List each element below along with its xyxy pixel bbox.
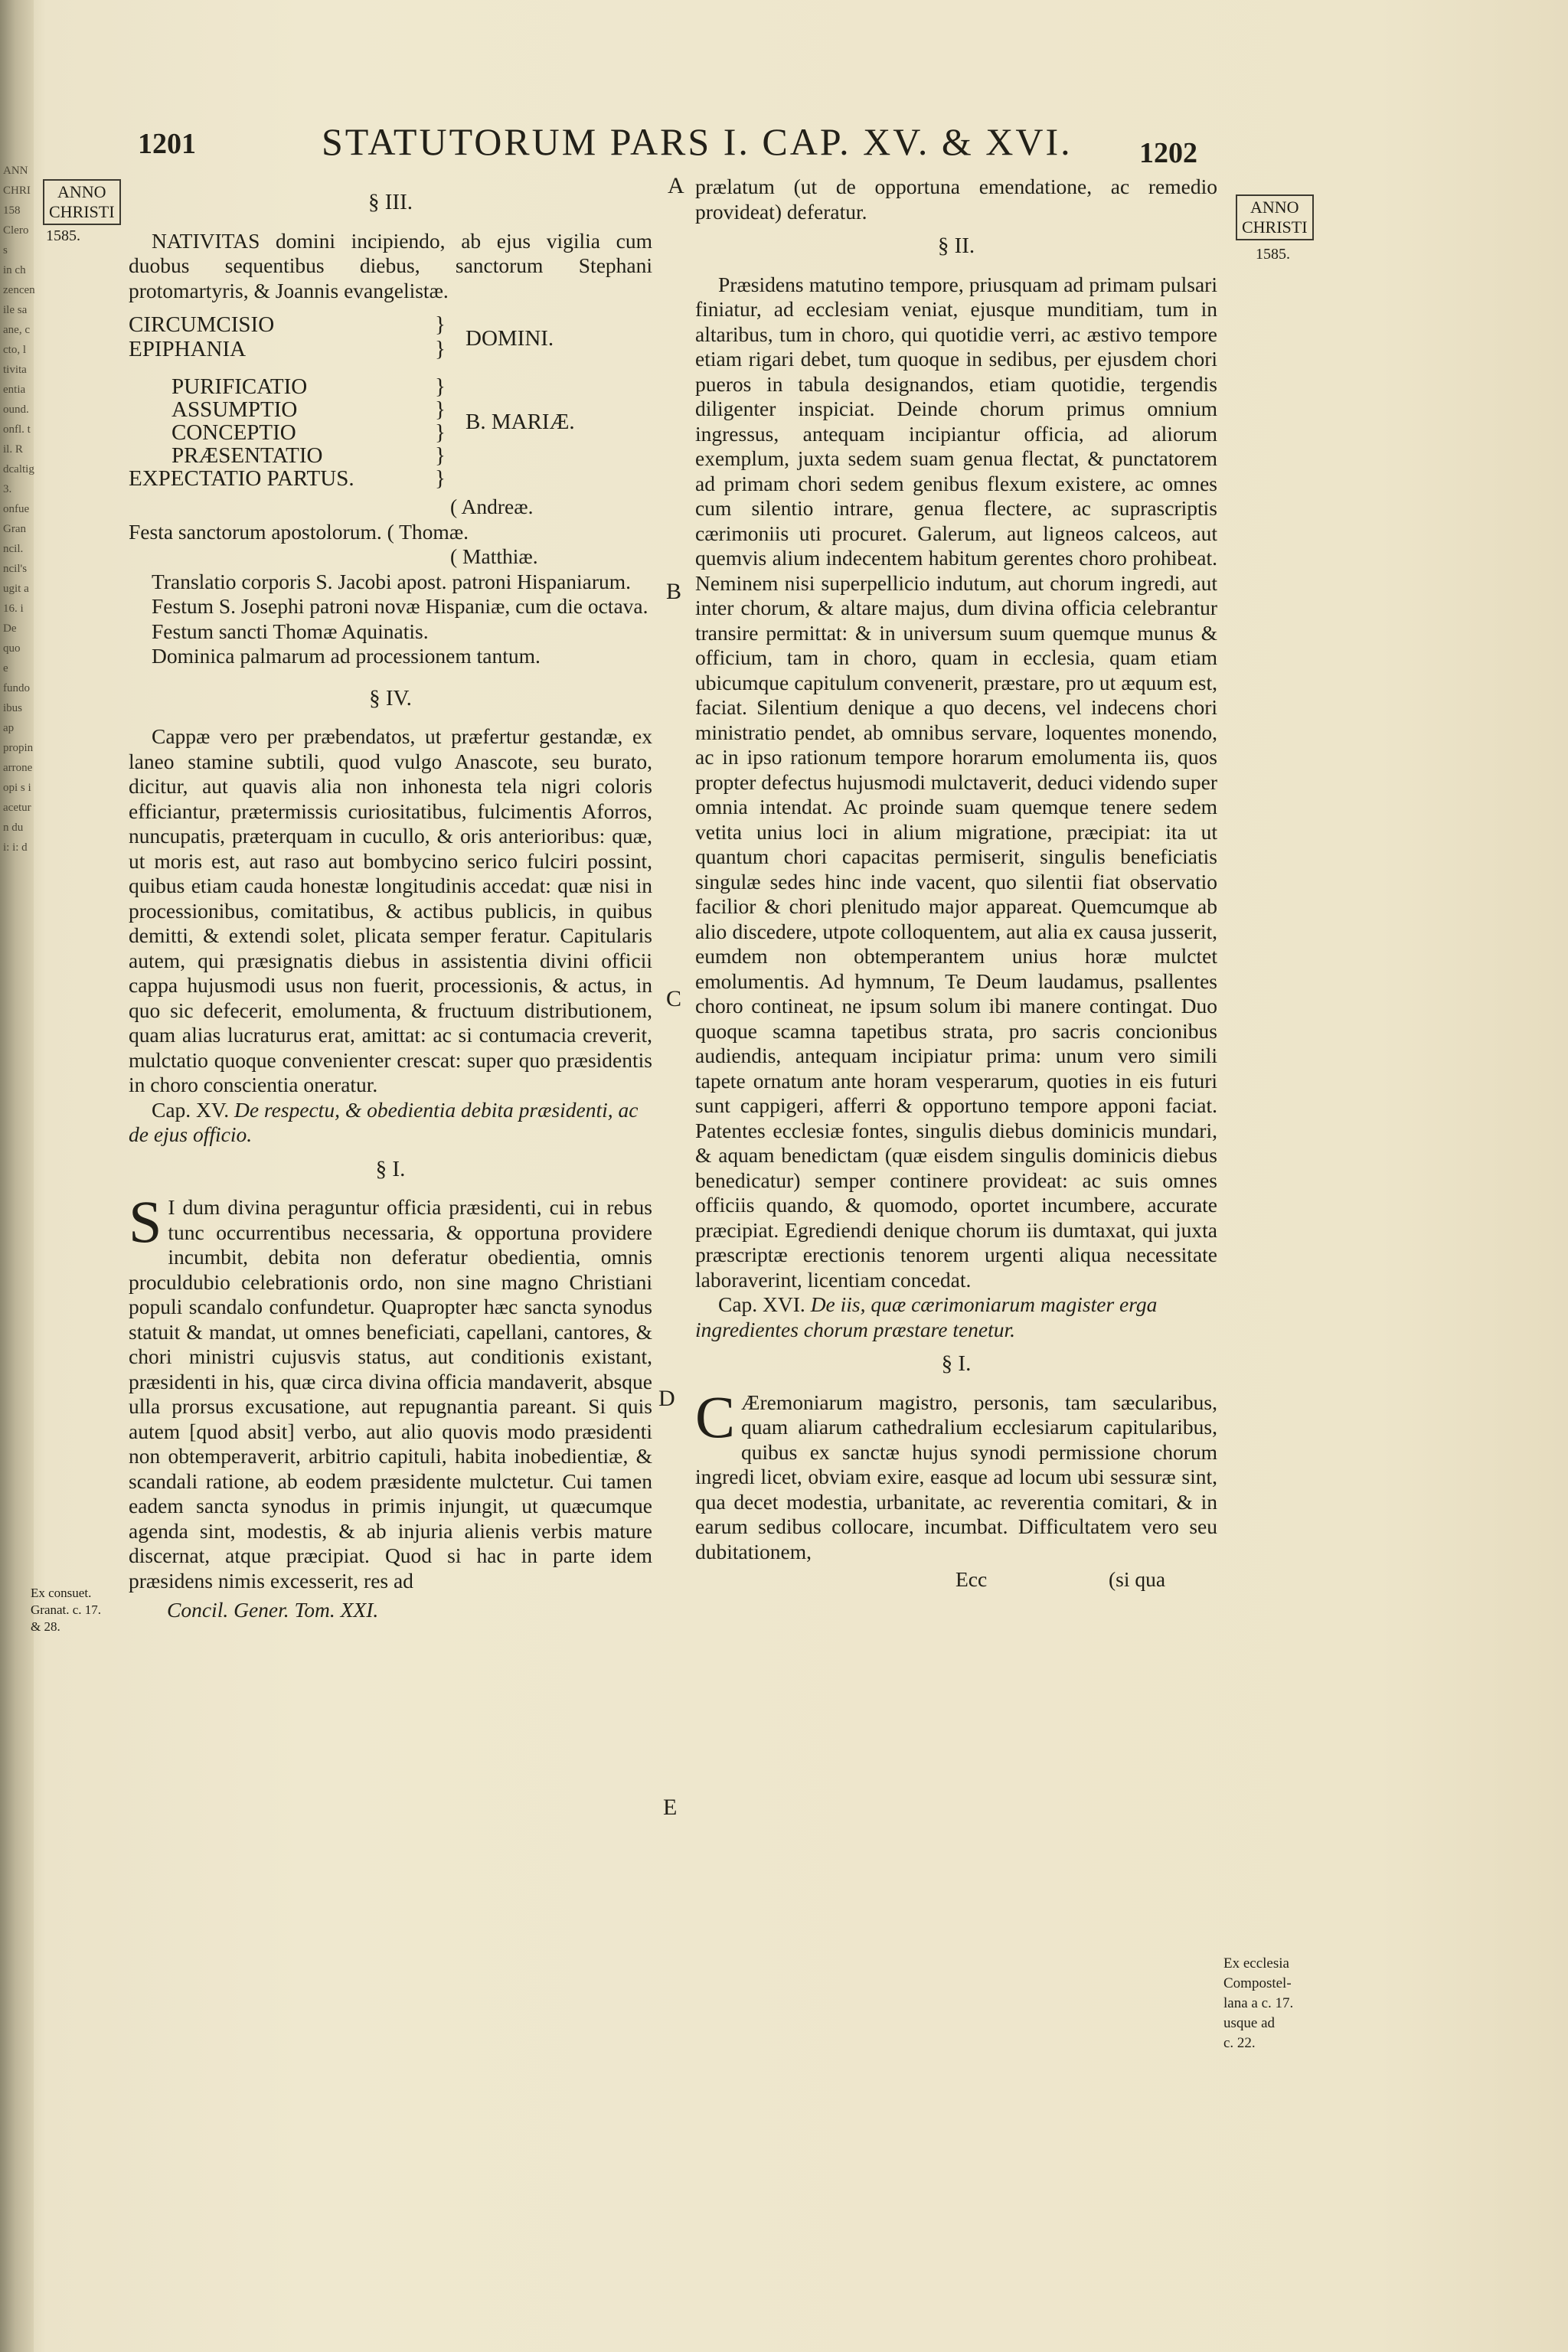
apostles-label: Festa sanctorum apostolorum. [129,519,382,544]
feast-line: Dominica palmarum ad processionem tantum. [152,644,541,668]
feast-line: Festum S. Josephi patroni novæ Hispaniæ, cum die octava. [152,594,648,618]
feast-row [129,375,652,398]
feast-name: EPIPHANIA [129,337,247,361]
chapter-16-heading [695,1292,1217,1342]
side-note-line: Ex consuet. [31,1586,92,1600]
feast-name: CONCEPTIO [172,420,296,445]
apostle-row [129,520,652,545]
christi-label: CHRISTI [1242,217,1308,237]
feasts-domini-group [129,312,652,361]
side-note-line: usque ad [1223,2015,1276,2031]
anno-christi-left [43,179,121,225]
section-letter-b: B [666,579,682,604]
christi-label: CHRISTI [49,202,115,221]
section-2-text: Præsidens matutino tempore, priusquam ad primam pulsari finiatur, ad ecclesiam veniat, ejusque munditiam, tum in altaribus, tum in choro, qui quotidie verri, ac æstivo tempore etiam rigari debet, tum quoque in sedibus, per ejusdem chori pueros in tabula designandos, etiam quotidie, tergendis diligenter inspiciat. Deinde chorum primus omnium ingressus, antequam incipiantur officia, ad aliorum exemplum, juxta sedem suam genua flectat, & punctatorem ad primam chori sedem genibus flexum existere, ac omnes cum silentio intrare, genua flectere, ac suprascriptis cærimoniis uti procuret. Galerum, aut ligneos calceos, aut quemvis alium indecentem habitum gerentes choro prohibeat. Neminem nisi superpellicio indutum, aut chorum ingredi, aut inter chorum, & altare majus, dum divina officia celebrantur transire permittat: & in universum suum quemque munus & officium, tam in choro, quam in ecclesia, quam etiam ubicumque capitulum convenerit, præstare, pro ut æquum est, faciat. Silentium denique a quo decens, vel indecens chori ministratio pendet, ab omnibus servare, loquentes monendo, ac in ipso rationum tempore horarum emolumenta iis, quos propter defectus hujusmodi mulctaverit, deduci videndo super omnia intendat. Ac proinde suam quemque tenere sedem vetita unius loci in alium migratione, præcipiat: ita ut quantum chori capacitas permiserit, singulis beneficiatis singulæ sedes hinc inde vacent, quo silentii fiat observatio facilior & chori plenitudo major appareat. Quemcumque ab alio discedere, utpote colloquentem, aut alia ex causa jusserit, eumdem non obtemperantem unius horæ mulctet emolumentis. Ad hymnum, Te Deum laudamus, psallentes choro contineat, ne ipsum solum ibi manere contingat. Duo quoque scamna tapetibus strata, pro sacris concionibus audiendis, antequam incipiatur prima: unum vero simili tapete ornatum ante horam vesperarum, quoties in eis futuri sunt cappigeri, afferri & opportuno tempore apponi faciat. Patentes ecclesiæ fontes, singulis diebus dominicis mundari, & aquam benedictam (quæ eisdem singulis dominicis diebus benedicatur) semper continere provideat: ac suis omnes officiis quando, & quomodo, oportet incumbere, accurate præcipiat. Egrediendi denique chorum iis dumtaxat, qui juxta præscriptæ erectionis tenorem urgenti aliqua necessitate laboraverint, licentiam concedat. [695,272,1217,1292]
binding-fragment: ibus ap [3,702,23,734]
binding-fragment: 158 [3,204,21,217]
binding-fragment: ncil's [3,563,28,575]
binding-fragment: ound. [3,403,29,416]
chapter-15-title: De respectu, & obedientia debita præsidenti, ac de ejus officio. [129,1097,639,1146]
section-2-title: § II. [937,234,975,258]
binding-fragment: opi s i [3,782,31,794]
brace: } [435,312,446,337]
binding-fragment: cto, l [3,344,26,356]
binding-fragment: n du [3,822,24,834]
side-note-line: lana a c. 17. [1223,1995,1294,2011]
section-letter-a: A [668,173,684,198]
binding-fragment: i: i: d [3,841,28,854]
side-note-line: Ex ecclesia [1223,1955,1289,1971]
binding-fragment: il. R [3,443,23,456]
section-1-body: I dum divina peraguntur officia præsidenti, cui in rebus tunc occurrentibus necessaria, & opportuna providere incumbit, debita non deferatur obedientia, omnis proculdubio celebrationis ordo, non sine magno Christiani populi scandalo confundetur. Quapropter hæc sancta synodus statuit & mandat, ut omnes beneficiati, capellani, cantores, & chori ministri cujusvis status, aut conditionis existant, præsidenti in his, quæ circa divina officia mandaverit, absque ulla prorsus excusatione, aut repugnantia pareant. Si quis autem [quod absit] verbo, aut alio quovis modo præsidenti non obtemperaverit, arbitrio capituli, habita inobedientiæ, & scandali ratione, ab eodem præsidente mulctetur. Cui tamen eadem sancta synodus in primis injungit, ut quæcumque agenda sint, modestis, & ab injuria alienis verbis mature discernat, atque præcipiat. Quod si hac in parte idem præsidens nimis excesserit, res ad [129,1195,652,1592]
brace: } [435,374,446,399]
apostle-andreae: ( Andreæ. [450,495,534,518]
binding-fragment: Clero s [3,224,29,256]
chapter-16-title: De iis, quæ cærimoniarum magister erga ingredientes chorum præstare tenetur. [695,1292,1158,1341]
side-note-line: c. 22. [1223,2035,1256,2051]
binding-fragment: ncil. [3,543,24,555]
feast-name: PRÆSENTATIO [172,443,323,468]
binding-fragments [3,161,34,858]
binding-fragment: ANN [3,165,28,177]
brace: } [435,443,446,468]
feast-row [129,467,652,490]
section-1-text-right [695,1383,1217,1565]
dropcap-c: C [695,1383,736,1450]
feast-row [129,312,652,337]
binding-fragment: tivita [3,364,27,376]
binding-fragment: acetur [3,802,31,814]
left-column [129,190,652,1623]
signature-mark: Ecc [956,1567,988,1591]
feast-name: EXPECTATIO PARTUS. [129,466,354,491]
chapter-15-label: Cap. XV. [152,1097,230,1122]
anno-label: ANNO [1250,198,1299,217]
catchword: (si qua [1109,1567,1166,1591]
section-letter-c: C [666,986,682,1011]
feast-name: CIRCUMCISIO [129,312,275,337]
binding-fragment: 3. [3,483,12,495]
feast-line: Translatio corporis S. Jacobi apost. patroni Hispaniarum. [152,569,632,593]
binding-fragment: Gran [3,523,26,535]
feast-group-label-mariae: B. MARIÆ. [466,410,575,434]
binding-fragment: onfl. t [3,423,31,436]
binding-fragment: dcaltig [3,463,34,475]
anno-christi-right [1236,194,1314,240]
year-left: 1585. [46,227,80,244]
section-1-title-right: § I. [941,1351,972,1376]
apostle-thomae: ( Thomæ. [387,519,469,544]
binding-fragment: onfue [3,503,30,515]
brace: } [435,337,446,361]
feast-line: Festum sancti Thomæ Aquinatis. [152,619,429,643]
binding-fragment: ane, c [3,324,30,336]
page-number-right: 1202 [1139,137,1197,169]
side-note-right [1223,1954,1315,2053]
right-column [695,175,1217,1593]
binding-fragment: in ch [3,264,26,276]
binding-fragment: CHRI [3,185,31,197]
binding-fragment: e fundo [3,662,30,694]
section-1-text [129,1188,652,1593]
feasts-mariae-group [129,375,652,490]
section-letter-d: D [658,1386,675,1411]
chapter-16-label: Cap. XVI. [718,1292,805,1316]
section-3-intro: NATIVITAS domini incipiendo, ab ejus vigilia cum duobus sequentibus diebus, sanctorum Stephani protomartyris, & Joannis evangelistæ. [129,228,652,302]
binding-fragment: ile sa [3,304,28,316]
section-4-title: § IV. [369,685,412,710]
apostles-block [129,495,652,570]
brace: } [435,466,446,491]
binding-fragment: arrone [3,762,33,774]
binding-fragment: zencen [3,284,35,296]
page-number-left: 1201 [138,128,196,160]
binding-fragment: 16. i [3,603,24,615]
side-note-line: & 28. [31,1619,60,1634]
feast-row [129,444,652,467]
right-top-text: prælatum (ut de opportuna emendatione, ac remedio provideat) deferatur. [695,175,1217,224]
left-footer: Concil. Gener. Tom. XXI. [167,1598,379,1622]
anno-label: ANNO [57,182,106,201]
running-header-title: STATUTORUM PARS I. CAP. XV. & XVI. [322,120,1073,163]
side-note-left [31,1585,107,1635]
feast-row [129,337,652,361]
side-note-line: Granat. c. 17. [31,1602,102,1617]
side-note-line: Compostel- [1223,1975,1292,1991]
apostle-matthiae: ( Matthiæ. [450,544,538,568]
page-footer-right [695,1567,1217,1593]
section-3-title: § III. [368,190,413,214]
binding-fragment: ugit a [3,583,29,595]
feast-group-label-domini: DOMINI. [466,326,554,351]
chapter-15-heading [129,1098,652,1148]
brace: } [435,397,446,422]
section-letter-e: E [663,1795,678,1820]
binding-fragment: entia [3,384,26,396]
feast-name: ASSUMPTIO [172,397,298,422]
section-4-text: Cappæ vero per præbendatos, ut præfertur gestandæ, ex laneo stamine subtili, quod vulgo Anascote, seu burato, dicitur, aut quavis alia non inhonesta tela nigri coloris efficiantur, prætermissis curiositatibus, fulcimentis Aforros, nuncupatis, præterquam in cucullo, & oris anterioribus: quæ, ut moris est, aut raso aut bombycino serico fulciri possint, quibus etiam cauda honestæ longitudinis accedat: quæ nisi in processionibus, comitatibus, & actibus publicis, in quibus demitti, & extendi solet, plicata semper feratur. Capitularis autem, qui præsignatis diebus in assistentia divini officii cappa hujusmodi usus non fuerit, processionis, & actus, in quo sic defecerit, emolumenta, & fructuum distributionem, quam alias lucraturus erat, amittat: ac si contumacia creverit, mulctatio quoque convenienter crescat: super quo præsidentis in choro conscientia oneratur. [129,724,652,1096]
feast-name: PURIFICATIO [172,374,308,399]
binding-fragment: De quo [3,622,21,655]
dropcap-s: S [129,1188,162,1255]
section-1-title: § I. [375,1156,406,1181]
brace: } [435,420,446,445]
binding-fragment: propin [3,742,34,754]
section-1-body-right: Æremoniarum magistro, personis, tam sæcularibus, quam aliarum cathedralium ecclesiarum capitularibus, quibus ex sanctæ hujus synodi permissione chorum ingredi licet, obviam exire, easque ad locum ubi sessuræ sint, qua decet modestia, urbanitate, ac reverentia comitari, & in earum sedibus collocare, incumbat. Difficultatem vero seu dubitationem, [695,1390,1217,1563]
year-right: 1585. [1256,246,1290,263]
